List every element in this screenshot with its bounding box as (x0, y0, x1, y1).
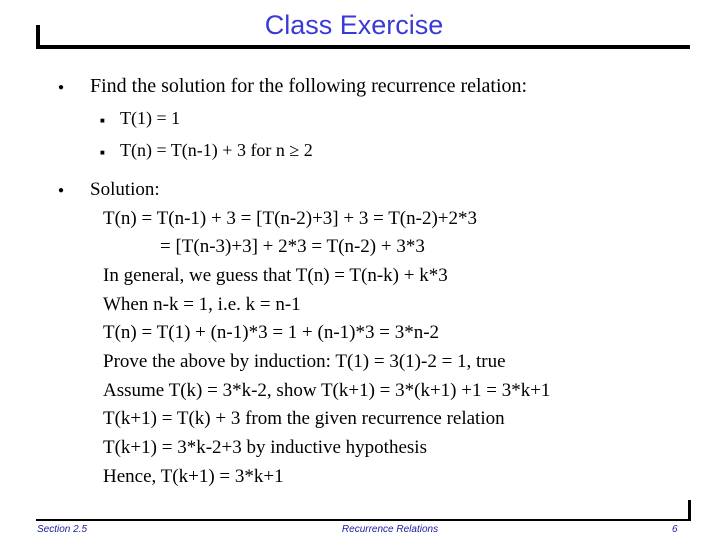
solution-line: = [T(n-3)+3] + 2*3 = T(n-2) + 3*3 (160, 236, 425, 257)
footer-section: Section 2.5 (37, 524, 88, 535)
solution-line: Assume T(k) = 3*k-2, show T(k+1) = 3*(k+1) +1 = 3*k+1 (103, 380, 551, 401)
solution-line: In general, we guess that T(n) = T(n-k) + k*3 (103, 265, 448, 286)
solution-line: T(k+1) = 3*k-2+3 by inductive hypothesis (103, 437, 427, 458)
footer-accent-bar (688, 500, 691, 521)
solution-line: Prove the above by induction: T(1) = 3(1)-2 = 1, true (103, 351, 506, 372)
page-number: 6 (672, 524, 678, 535)
solution-label: Solution: (90, 179, 160, 200)
bullet-square-icon: ■ (100, 148, 105, 157)
slide-title: Class Exercise (264, 10, 444, 40)
bullet-round-icon: ● (58, 185, 65, 196)
solution-line: T(n) = T(1) + (n-1)*3 = 1 + (n-1)*3 = 3*n-2 (103, 322, 440, 343)
solution-line: Hence, T(k+1) = 3*k+1 (103, 466, 284, 487)
bullet-square-icon: ■ (100, 116, 105, 125)
problem-prompt: Find the solution for the following recurrence relation: (90, 75, 528, 97)
title-divider (36, 45, 690, 49)
footer-topic: Recurrence Relations (341, 524, 439, 535)
bullet-round-icon: ● (58, 82, 65, 93)
solution-line: T(n) = T(n-1) + 3 = [T(n-2)+3] + 3 = T(n-2)+2*3 (103, 208, 477, 229)
footer-divider (36, 519, 690, 521)
solution-line: When n-k = 1, i.e. k = n-1 (103, 294, 301, 315)
base-case: T(1) = 1 (120, 108, 181, 128)
solution-line: T(k+1) = T(k) + 3 from the given recurrence relation (103, 408, 505, 429)
recurrence-relation: T(n) = T(n-1) + 3 for n ≥ 2 (120, 140, 313, 160)
